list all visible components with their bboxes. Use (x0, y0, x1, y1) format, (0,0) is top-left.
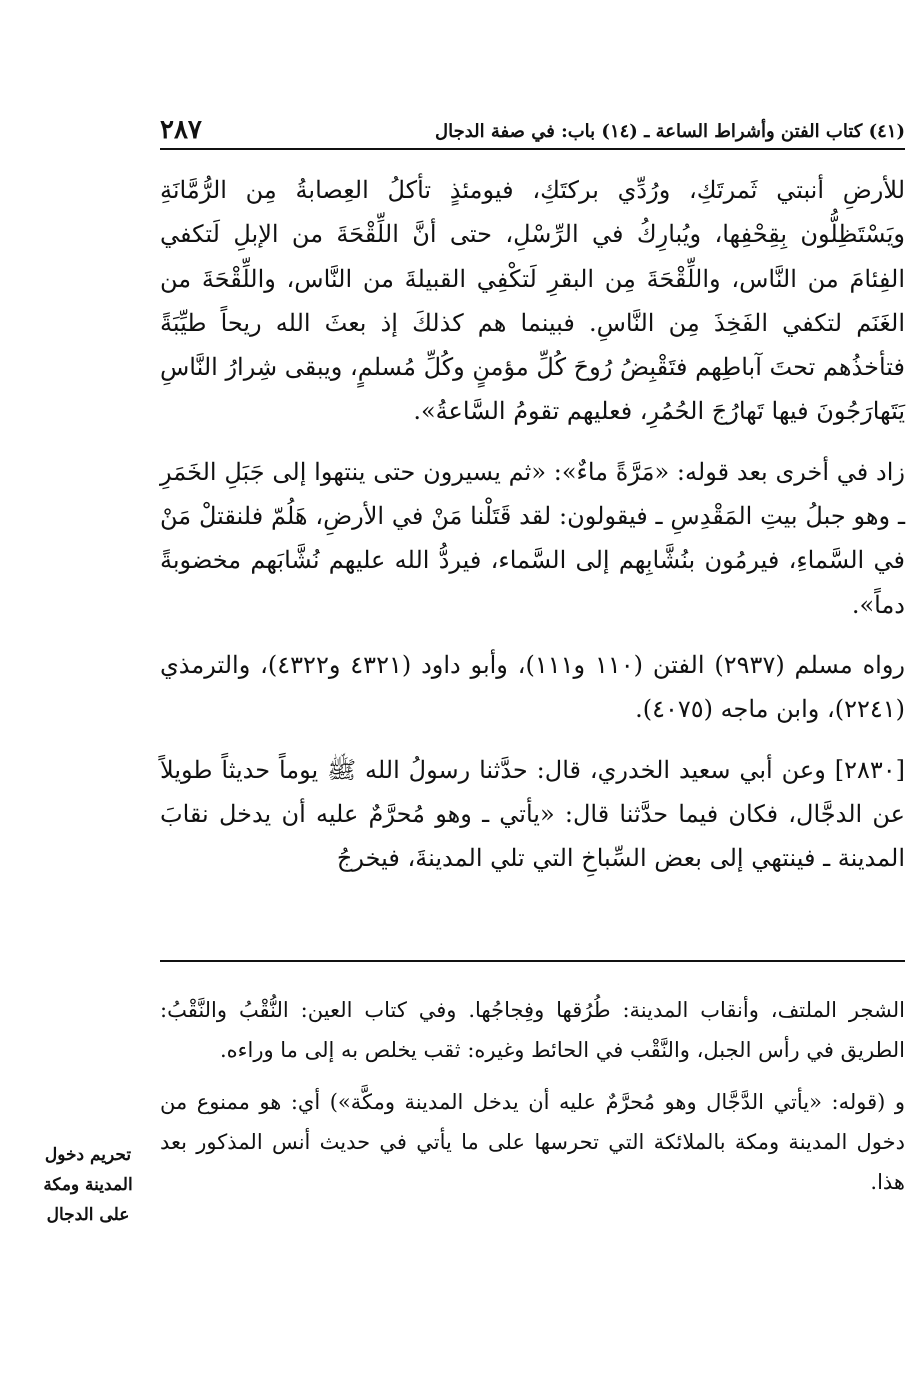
commentary-paragraph: و (قوله: «يأتي الدَّجَّال وهو مُحرَّمٌ عليه أن يدخل المدينة ومكَّة») أي: هو ممنوع من دخول المدينة ومكة بالملائكة التي تحرسها على ما يأتي في حديث أنس المذكور بعد هذا. (160, 1090, 905, 1194)
margin-note (20, 1140, 156, 1230)
commentary-paragraph: الشجر الملتف، وأنقاب المدينة: طُرُقها وفِجاجُها. وفي كتاب العين: النُّقْبُ والنَّقْبُ: الطريق في رأس الجبل، والنَّقْب في الحائط وغيره: ثقب يخلص به إلى ما وراءه. (160, 998, 905, 1062)
hadith-paragraph: للأرضِ أنبتي ثَمرتَكِ، ورُدِّي بركتَكِ، فيومئذٍ تأكلُ العِصابةُ مِن الرُّمَّانَةِ ويَسْتَظِلُّون بِقِحْفِها، ويُبارِكُ في الرِّسْلِ، حتى أنَّ اللِّقْحَةَ من الإبلِ لَتكفي الفِئامَ من النَّاس، واللِّقْحَةَ مِن البقرِ لَتكْفِي القبيلةَ من النَّاس، واللِّقْحَةَ من الغَنَم لتكفي الفَخِذَ مِن النَّاسِ. فبينما هم كذلكَ إذ بعثَ الله ريحاً طيِّبَةً فتأخذُهم تحتَ آباطِهم فتَقْبِضُ رُوحَ كُلِّ مؤمنٍ وكُلِّ مُسلمٍ، ويبقى شِرارُ النَّاسِ يَتَهارَجُونَ فيها تَهارُجَ الحُمُرِ، فعليهم تقومُ السَّاعةُ». (160, 176, 906, 426)
hadith-paragraph: [٢٨٣٠] وعن أبي سعيد الخدري، قال: حدَّثنا رسولُ الله ﷺ يوماً حديثاً طويلاً عن الدجَّال، فكان فيما حدَّثنا قال: «يأتي ـ وهو مُحرَّمٌ عليه أن يدخل نقابَ المدينة ـ فينتهي إلى بعض السِّباخِ التي تلي المدينةَ، فيخرجُ (160, 755, 905, 873)
footnote-divider (160, 960, 905, 962)
chapter-title: (٤١) كتاب الفتن وأشراط الساعة ـ (١٤) باب: في صفة الدجال (435, 121, 905, 142)
margin-note-line: تحريم دخول (44, 1145, 132, 1165)
page-number: ٢٨٧ (160, 115, 202, 145)
main-text (160, 168, 905, 880)
running-header (160, 108, 905, 150)
margin-note-line: على الدجال (46, 1205, 130, 1225)
margin-note-line: المدينة ومكة (43, 1175, 133, 1195)
citation-paragraph: رواه مسلم (٢٩٣٧) الفتن (١١٠ و١١١)، وأبو داود (٤٣٢١ و٤٣٢٢)، والترمذي (٢٢٤١)، وابن ماجه (٤٠٧٥). (160, 650, 906, 724)
commentary (160, 990, 905, 1202)
hadith-paragraph: زاد في أخرى بعد قوله: «مَرَّةً ماءٌ»: «ثم يسيرون حتى ينتهوا إلى جَبَلِ الخَمَرِ ـ وهو جبلُ بيتِ المَقْدِسِ ـ فيقولون: لقد قَتَلْنا مَنْ في الأرضِ، هَلُمّ فلنقتلْ مَنْ في السَّماءِ، فيرمُون بنُشَّابِهم إلى السَّماء، فيردُّ الله عليهم نُشَّابَهم مخضوبةً دماً». (160, 457, 905, 619)
